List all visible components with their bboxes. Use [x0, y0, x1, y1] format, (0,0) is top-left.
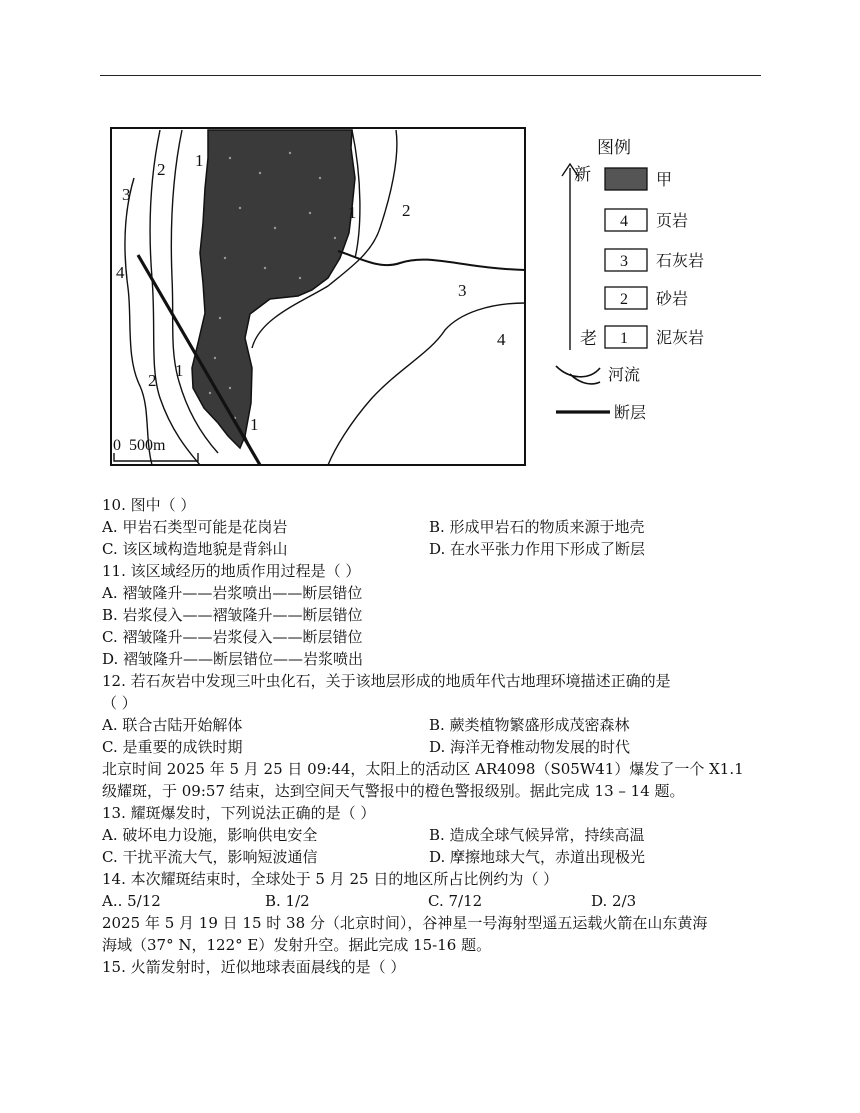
q12-options-row2 [102, 736, 762, 758]
legend-old: 老 [580, 329, 597, 348]
map-num-1-a: 1 [195, 151, 204, 170]
q14-options [102, 890, 762, 912]
legend-swatch-jia [605, 168, 647, 190]
q10-option-d: D. 在水平张力作用下形成了断层 [429, 540, 646, 558]
q10-stem: 10. 图中（ ） [102, 496, 196, 514]
legend-num-2: 2 [620, 291, 628, 308]
map-num-2-c: 2 [148, 371, 157, 390]
q10-options-row1 [102, 516, 762, 538]
q13-option-c: C. 干扰平流大气，影响短波通信 [102, 848, 318, 866]
map-num-3-b: 3 [458, 281, 467, 300]
q14-option-c: C. 7/12 [428, 892, 483, 910]
map-num-3-a: 3 [122, 185, 131, 204]
legend-label-sandstone: 砂岩 [656, 291, 689, 308]
q11-option-d: D. 褶皱隆升——断层错位——岩浆喷出 [102, 650, 364, 668]
q14-option-b: B. 1/2 [265, 892, 310, 910]
legend-new: 新 [574, 165, 591, 184]
q13-option-a: A. 破坏电力设施，影响供电安全 [102, 826, 318, 844]
q14-option-d: D. 2/3 [591, 892, 637, 910]
legend-num-4: 4 [620, 213, 628, 230]
map-num-1-d: 1 [250, 415, 259, 434]
map-num-4-a: 4 [116, 263, 125, 282]
passage2-line1: 2025 年 5 月 19 日 15 时 38 分（北京时间），谷神星一号海射型遥五运载火箭在山东黄海 [102, 914, 708, 932]
legend-label-river: 河流 [608, 367, 641, 384]
legend [556, 138, 704, 422]
q10-option-c: C. 该区域构造地貌是背斜山 [102, 540, 288, 558]
legend-river-icon [556, 366, 600, 384]
q12-option-b: B. 蕨类植物繁盛形成茂密森林 [429, 716, 630, 734]
scale-label: 0 500m [113, 437, 166, 454]
q14-stem: 14. 本次耀斑结束时，全球处于 5 月 25 日的地区所占比例约为（ ） [102, 870, 559, 888]
q10-option-a: A. 甲岩石类型可能是花岗岩 [102, 518, 288, 536]
legend-label-marl: 泥灰岩 [656, 330, 705, 347]
legend-label-fault: 断层 [614, 405, 647, 422]
passage1-line2: 级耀斑，于 09:57 结束，达到空间天气警报中的橙色警报级别。据此完成 13 – 14 题。 [102, 782, 685, 800]
geologic-map-figure [100, 118, 760, 478]
legend-label-jia: 甲 [656, 172, 673, 189]
q12-stem-line2: （ ） [102, 694, 137, 712]
q12-option-d: D. 海洋无脊椎动物发展的时代 [429, 738, 631, 756]
legend-title: 图例 [597, 138, 631, 157]
q13-options-row2 [102, 846, 762, 868]
map-num-1-c: 1 [175, 361, 184, 380]
legend-num-3: 3 [620, 253, 628, 270]
legend-label-shale: 页岩 [656, 213, 689, 230]
q13-option-b: B. 造成全球气候异常，持续高温 [429, 826, 645, 844]
q12-option-c: C. 是重要的成铁时期 [102, 738, 243, 756]
q11-option-a: A. 褶皱隆升——岩浆喷出——断层错位 [102, 584, 363, 602]
q12-options-row1 [102, 714, 762, 736]
legend-label-limestone: 石灰岩 [656, 253, 705, 270]
q15-stem: 15. 火箭发射时，近似地球表面晨线的是（ ） [102, 958, 406, 976]
q12-stem-line1: 12. 若石灰岩中发现三叶虫化石，关于该地层形成的地质年代古地理环境描述正确的是 [102, 672, 671, 690]
passage1-line1: 北京时间 2025 年 5 月 25 日 09:44，太阳上的活动区 AR4098（S05W41）爆发了一个 X1.1 [102, 760, 744, 778]
q10-options-row2 [102, 538, 762, 560]
question-text [102, 494, 762, 978]
q10-option-b: B. 形成甲岩石的物质来源于地壳 [429, 518, 645, 536]
q13-stem: 13. 耀斑爆发时，下列说法正确的是（ ） [102, 804, 376, 822]
q11-option-b: B. 岩浆侵入——褶皱隆升——断层错位 [102, 606, 363, 624]
q14-option-a: A.. 5/12 [102, 892, 161, 910]
passage2-line2: 海域（37° N，122° E）发射升空。据此完成 15-16 题。 [102, 936, 492, 954]
header-rule [100, 75, 761, 76]
map-num-2-b: 2 [402, 201, 411, 220]
map-num-1-b: 1 [348, 203, 357, 222]
map-num-2-a: 2 [157, 160, 166, 179]
q13-options-row1 [102, 824, 762, 846]
q11-stem: 11. 该区域经历的地质作用过程是（ ） [102, 562, 361, 580]
q12-option-a: A. 联合古陆开始解体 [102, 716, 243, 734]
legend-num-1: 1 [620, 330, 628, 347]
q13-option-d: D. 摩擦地球大气，赤道出现极光 [429, 848, 646, 866]
map-num-4-b: 4 [497, 330, 506, 349]
q11-option-c: C. 褶皱隆升——岩浆侵入——断层错位 [102, 628, 363, 646]
